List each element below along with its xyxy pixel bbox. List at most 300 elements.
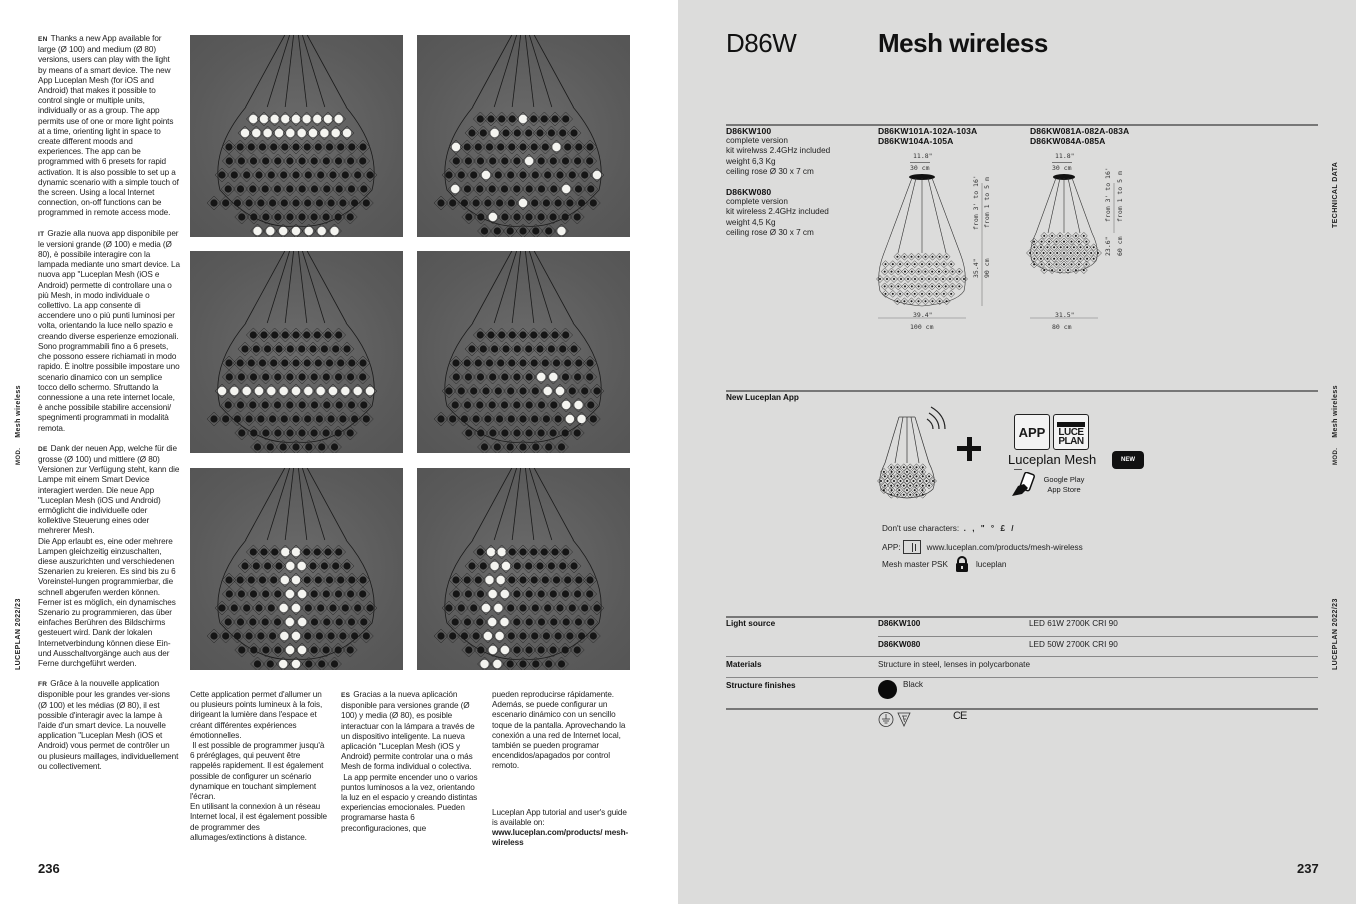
dim-rose-cm-2: 30 cm (1052, 164, 1072, 172)
lens (226, 157, 233, 164)
app-name: Luceplan Mesh (1008, 452, 1097, 467)
light-source-label: Light source (726, 619, 776, 628)
lens (286, 157, 293, 164)
dim-width-cm-2: 80 cm (1052, 323, 1072, 331)
lens-mark (1059, 269, 1061, 271)
lens-mark (1083, 252, 1085, 254)
lens (246, 415, 253, 422)
light-source-code-1: D86KW100 (878, 619, 921, 628)
luceplan-logo: LUCE PLAN (1053, 414, 1089, 450)
product-title: Mesh wireless (878, 28, 1048, 58)
lens (267, 660, 274, 667)
lens (578, 632, 585, 639)
lit-lens (574, 401, 582, 409)
lens-mark (1041, 263, 1043, 265)
lens-mark (932, 300, 934, 302)
lens (238, 373, 245, 380)
lit-lens (286, 646, 294, 654)
lens (321, 345, 328, 352)
lens (437, 199, 444, 206)
lens (465, 590, 472, 597)
lens (342, 171, 349, 178)
lens (267, 443, 274, 450)
lens (477, 331, 484, 338)
lens (519, 632, 526, 639)
text-column-es-continued: pueden reproducirse rápidamente. Además, se puede configurar un escenario dinámico con un sencillo toque de la pantalla. Aprovechando la conexión a una red de Internet local, también se pueden programar encendidos/apagados por control remoto. Luceplan App tutorial and user's guide is available on: www.luceplan.com/products/ mesh-wireless (492, 690, 632, 848)
lens (343, 562, 350, 569)
lens (477, 429, 484, 436)
lens (509, 115, 516, 122)
lens (250, 373, 257, 380)
lens (292, 443, 299, 450)
lens (274, 157, 281, 164)
lens (470, 171, 477, 178)
lens (501, 373, 508, 380)
lens-mark (928, 278, 930, 280)
lens-mark (916, 485, 918, 487)
lens (304, 199, 311, 206)
lens (508, 359, 515, 366)
lens-mark (1049, 252, 1051, 254)
lens (274, 618, 281, 625)
lens-mark (1093, 246, 1095, 248)
lens (525, 562, 532, 569)
lens (218, 604, 225, 611)
lens (519, 331, 526, 338)
right-side-label-mod: MOD.Mesh wireless (1332, 385, 1339, 465)
lens (497, 359, 504, 366)
lens-mark (1040, 246, 1042, 248)
lens-mark (928, 293, 930, 295)
lens-mark (897, 466, 899, 468)
lens (250, 331, 257, 338)
lit-lens (495, 632, 503, 640)
lens-mark (892, 293, 894, 295)
lens-mark (924, 285, 926, 287)
lens (536, 562, 543, 569)
lens (501, 401, 508, 408)
lens (575, 576, 582, 583)
lens (514, 129, 521, 136)
app-section-label: New Luceplan App (726, 393, 799, 402)
lens (586, 157, 593, 164)
lens (275, 562, 282, 569)
lens (343, 345, 350, 352)
lens (532, 660, 539, 667)
lens-mark (1033, 263, 1035, 265)
lens-mark (950, 293, 952, 295)
lamp-photo-6 (417, 468, 630, 670)
lens (487, 331, 494, 338)
lens (299, 185, 306, 192)
lens-mark (1097, 252, 1099, 254)
lens (331, 443, 338, 450)
dim-height-cm-2: 60 cm (1116, 236, 1124, 256)
lit-lens (329, 387, 337, 395)
lens (551, 548, 558, 555)
lit-lens (341, 387, 349, 395)
lens (507, 171, 514, 178)
lens (348, 185, 355, 192)
lit-lens (263, 129, 271, 137)
lens (286, 213, 293, 220)
lens-mark (1060, 246, 1062, 248)
lens (476, 401, 483, 408)
lens (225, 618, 232, 625)
lit-lens (500, 618, 508, 626)
lens (501, 429, 508, 436)
lens (491, 345, 498, 352)
lens-mark (1093, 258, 1095, 260)
lens-mark (935, 278, 937, 280)
lens (543, 199, 550, 206)
lens (323, 185, 330, 192)
lens (550, 590, 557, 597)
lens (335, 548, 342, 555)
lens-mark (909, 466, 911, 468)
lens (489, 401, 496, 408)
lens-mark (921, 293, 923, 295)
lit-lens (280, 604, 288, 612)
lens (271, 331, 278, 338)
lit-lens (241, 129, 249, 137)
lens (234, 199, 241, 206)
lens (243, 171, 250, 178)
lit-lens (298, 129, 306, 137)
lens (525, 646, 532, 653)
lens (548, 345, 555, 352)
lens-mark (885, 293, 887, 295)
lens (264, 345, 271, 352)
ground-class-icon (879, 713, 893, 727)
lit-lens (252, 129, 260, 137)
lit-lens (519, 115, 527, 123)
lens-mark (887, 480, 889, 482)
wireless-lamp-icon (875, 405, 950, 500)
lens-mark (893, 480, 895, 482)
lit-lens (286, 129, 294, 137)
lens (311, 401, 318, 408)
lens (541, 115, 548, 122)
lens-mark (1060, 258, 1062, 260)
divider (878, 636, 1318, 637)
lit-lens (366, 387, 374, 395)
lens-mark (1083, 269, 1085, 271)
lens (359, 576, 366, 583)
lens (337, 143, 344, 150)
lens-mark (1059, 235, 1061, 237)
lens (225, 359, 232, 366)
lens (526, 185, 533, 192)
lens (311, 590, 318, 597)
lit-lens (317, 387, 325, 395)
lens (246, 199, 253, 206)
lens-mark (1086, 246, 1088, 248)
lens (321, 562, 328, 569)
lens (280, 443, 287, 450)
lens (590, 415, 597, 422)
lens (250, 213, 257, 220)
lens-mark (906, 471, 908, 473)
lens (254, 443, 261, 450)
lens-mark (891, 471, 893, 473)
lens (519, 387, 526, 394)
lens-mark (942, 278, 944, 280)
lens (303, 331, 310, 338)
lens (304, 632, 311, 639)
lens (226, 590, 233, 597)
dim-width-in-2: 31.5" (1055, 311, 1075, 319)
lens-mark (1048, 241, 1050, 243)
lens (270, 359, 277, 366)
lens (484, 415, 491, 422)
lens (574, 429, 581, 436)
lens (268, 171, 275, 178)
lit-lens (562, 185, 570, 193)
lens-mark (1048, 263, 1050, 265)
lens (318, 660, 325, 667)
lens-mark (1041, 241, 1043, 243)
lens (238, 213, 245, 220)
text-column-left (38, 34, 180, 782)
lens-mark (907, 278, 909, 280)
lens (253, 345, 260, 352)
lens (525, 129, 532, 136)
lens (586, 143, 593, 150)
lens-mark (1033, 246, 1035, 248)
lens-mark (922, 466, 924, 468)
lens (259, 359, 266, 366)
lens (452, 359, 459, 366)
lens (348, 143, 355, 150)
lens-mark (950, 263, 952, 265)
lens-mark (1051, 269, 1053, 271)
lens-mark (903, 494, 905, 496)
lens-mark (903, 475, 905, 477)
lens (347, 213, 354, 220)
lit-lens (292, 227, 300, 235)
lens (347, 373, 354, 380)
lens-mark (952, 271, 954, 273)
lens (508, 415, 515, 422)
lens (331, 660, 338, 667)
lens (519, 415, 526, 422)
lens (257, 632, 264, 639)
lens (536, 345, 543, 352)
lens (465, 429, 472, 436)
lens (530, 331, 537, 338)
lens (532, 227, 539, 234)
lens (262, 646, 269, 653)
lens (574, 157, 581, 164)
lens (304, 143, 311, 150)
app-url-link[interactable]: www.luceplan.com/products/mesh-wireless (926, 542, 1083, 552)
dim-height-cm-1: 90 cm (983, 258, 991, 278)
lens (250, 548, 257, 555)
lamp-photo-4 (417, 251, 630, 453)
lens (274, 429, 281, 436)
lens (311, 618, 318, 625)
lens-mark (1077, 252, 1079, 254)
lens-mark (897, 285, 899, 287)
lens (559, 129, 566, 136)
lit-lens (292, 632, 300, 640)
right-side-label-section: TECHNICAL DATA (1332, 161, 1339, 228)
lens (281, 415, 288, 422)
product-code: D86W (726, 28, 797, 58)
divider (726, 390, 1318, 392)
lens (566, 632, 573, 639)
lens (465, 373, 472, 380)
lens-mark (931, 271, 933, 273)
lock-icon (954, 556, 970, 572)
lens (541, 331, 548, 338)
lens (275, 345, 282, 352)
lens (569, 387, 576, 394)
lens (575, 359, 582, 366)
lens (464, 401, 471, 408)
lens-mark (949, 278, 951, 280)
divider (726, 708, 1318, 710)
lit-lens (292, 576, 300, 584)
lens (359, 373, 366, 380)
lens (473, 632, 480, 639)
lit-lens (279, 227, 287, 235)
lens (243, 604, 250, 611)
lit-lens (309, 129, 317, 137)
lens (210, 415, 217, 422)
divider (726, 656, 1318, 657)
lens (486, 143, 493, 150)
lens (250, 590, 257, 597)
lens (281, 199, 288, 206)
lens-mark (919, 480, 921, 482)
lens-mark (928, 475, 930, 477)
lens (335, 373, 342, 380)
dim-cable-in-1: from 3' to 16' (972, 175, 980, 230)
lens-mark (1033, 258, 1035, 260)
lens-mark (914, 489, 916, 491)
lens-mark (1085, 263, 1087, 265)
lens (495, 171, 502, 178)
lens-mark (1040, 258, 1042, 260)
lens (324, 331, 331, 338)
lens (508, 199, 515, 206)
lit-lens (271, 115, 279, 123)
lens (508, 632, 515, 639)
lens (587, 401, 594, 408)
lamp-drawing-large (870, 173, 1000, 333)
lens (507, 604, 514, 611)
lens (335, 429, 342, 436)
tutorial-link[interactable]: www.luceplan.com/products/ mesh-wireless (492, 828, 629, 848)
lens (562, 646, 569, 653)
lens-mark (897, 485, 899, 487)
lens (246, 632, 253, 639)
lens (315, 359, 322, 366)
lens-mark (1029, 252, 1031, 254)
lens (507, 227, 514, 234)
lens (501, 157, 508, 164)
drawing-2-codes: D86KW081A-082A-083A D86KW084A-085A (1030, 126, 1130, 147)
lens (269, 199, 276, 206)
lens-mark (891, 285, 893, 287)
lens-mark (931, 285, 933, 287)
lens-mark (1086, 258, 1088, 260)
lens-mark (936, 263, 938, 265)
lens (508, 143, 515, 150)
lens (351, 199, 358, 206)
lens (359, 157, 366, 164)
lens (298, 429, 305, 436)
lens (550, 401, 557, 408)
lens (292, 331, 299, 338)
lens (570, 129, 577, 136)
lens-mark (1070, 252, 1072, 254)
dim-width-in-1: 39.4" (913, 311, 933, 319)
lens (347, 157, 354, 164)
lit-lens (281, 115, 289, 123)
lens (305, 604, 312, 611)
lens (354, 604, 361, 611)
lit-lens (593, 171, 601, 179)
lens (298, 213, 305, 220)
lens (250, 646, 257, 653)
lens (486, 359, 493, 366)
lens (586, 373, 593, 380)
lens-mark (958, 271, 960, 273)
lens-mark (893, 278, 895, 280)
lit-lens (280, 632, 288, 640)
lens (464, 359, 471, 366)
lens-mark (903, 256, 905, 258)
lens (336, 185, 343, 192)
lens (347, 646, 354, 653)
lens-mark (939, 256, 941, 258)
finish-swatch-black (878, 680, 897, 699)
lens-mark (911, 271, 913, 273)
lens (335, 157, 342, 164)
lens (264, 562, 271, 569)
lens (538, 185, 545, 192)
lens (360, 618, 367, 625)
lens-mark (906, 489, 908, 491)
lens-mark (1090, 252, 1092, 254)
text-column-fr-continued: Cette application permet d'allumer un ou plusieurs points lumineux à la fois, dirigeant la lumière dans l'espace et créant différentes expériences émotionnelles. Il est possible de programmer jusqu'à 6 préréglages, qui peuvent être rappelés rapidement. Il est également possible de configurer un scénario dynamique en touchant simplement l'écran. En utilisant la connexion à un réseau Internet local, il est également possible de programmer des allumages/extinctions à distance. (190, 690, 327, 842)
lens-mark (1078, 263, 1080, 265)
lit-lens (566, 415, 574, 423)
lens (550, 157, 557, 164)
lens (559, 562, 566, 569)
lens (513, 373, 520, 380)
lit-lens (260, 115, 268, 123)
lens (513, 646, 520, 653)
right-side-label-catalog: LUCEPLAN 2022/23 (1332, 598, 1339, 670)
lens (453, 590, 460, 597)
lens (550, 213, 557, 220)
lens-mark (1075, 269, 1077, 271)
lamp-photo-3 (190, 251, 403, 453)
lens (498, 331, 505, 338)
lens (225, 576, 232, 583)
lens (581, 387, 588, 394)
lens-mark (1056, 263, 1058, 265)
lens-mark (1080, 246, 1082, 248)
lens (501, 185, 508, 192)
lens (526, 401, 533, 408)
lens-mark (916, 466, 918, 468)
lens (563, 618, 570, 625)
